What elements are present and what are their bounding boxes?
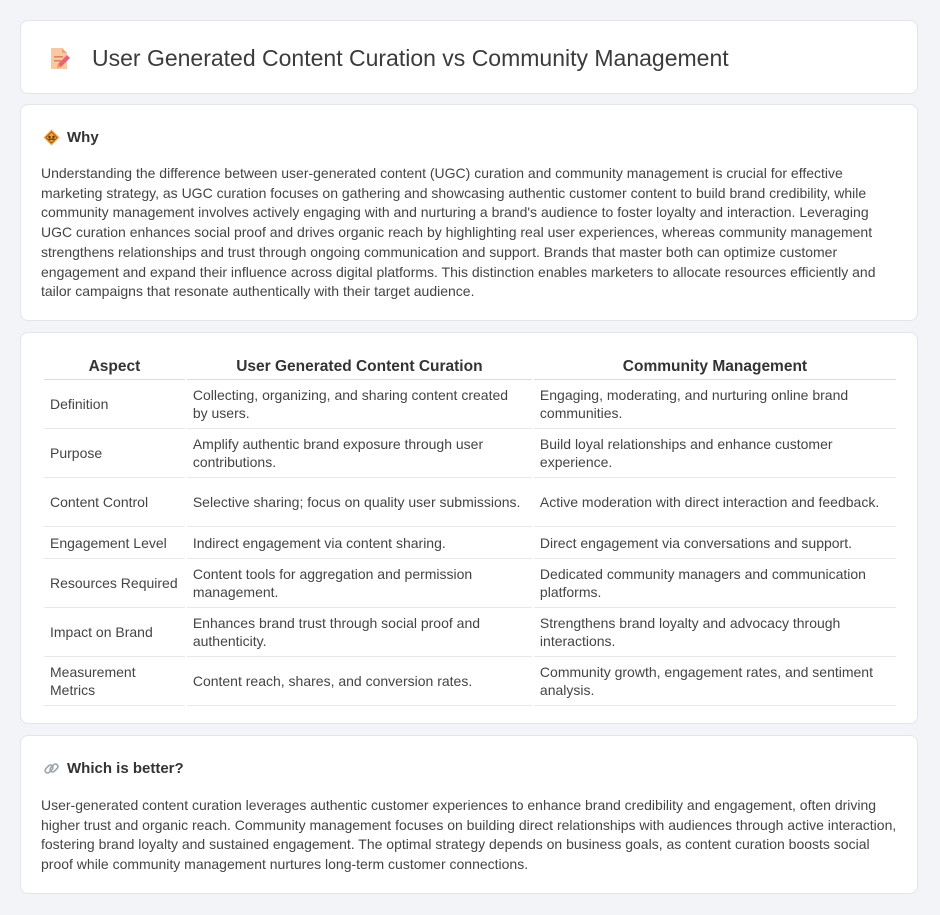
header-aspect: Aspect	[44, 353, 185, 380]
aspect-cell: Content Control	[44, 478, 185, 527]
better-text: User-generated content curation leverages authentic customer experiences to enhance brand credibility and engagement, often driving higher trust and organic reach. Community management focuses on building direct relationships with audiences through active interaction, fostering brand loyalty and sustained engagement. The optimal strategy depends on business goals, as content curation boosts social proof while community management nurtures long-term customer connections.	[41, 797, 897, 873]
community-cell: Active moderation with direct interaction and feedback.	[534, 478, 896, 527]
why-section	[20, 104, 918, 321]
table-row	[44, 478, 896, 527]
ugc-cell: Enhances brand trust through social proof and authenticity.	[187, 608, 532, 657]
better-title: Which is better?	[67, 759, 184, 777]
community-cell: Build loyal relationships and enhance customer experience.	[534, 429, 896, 478]
table-row	[44, 429, 896, 478]
aspect-cell: Impact on Brand	[44, 608, 185, 657]
better-heading	[43, 758, 184, 778]
ugc-cell: Selective sharing; focus on quality user submissions.	[187, 478, 532, 527]
comparison-section	[20, 332, 918, 724]
ugc-cell: Indirect engagement via content sharing.	[187, 527, 532, 559]
diamond-sign-icon	[43, 129, 60, 146]
community-cell: Dedicated community managers and communication platforms.	[534, 559, 896, 608]
community-cell: Direct engagement via conversations and support.	[534, 527, 896, 559]
community-cell: Strengthens brand loyalty and advocacy through interactions.	[534, 608, 896, 657]
table-row	[44, 657, 896, 706]
ugc-cell: Content tools for aggregation and permission management.	[187, 559, 532, 608]
ugc-cell: Content reach, shares, and conversion rates.	[187, 657, 532, 706]
aspect-cell: Definition	[44, 380, 185, 429]
table-row	[44, 527, 896, 559]
table-row	[44, 559, 896, 608]
aspect-cell: Resources Required	[44, 559, 185, 608]
why-heading	[43, 127, 99, 147]
link-icon	[43, 760, 60, 777]
title-card	[20, 20, 918, 94]
table-row	[44, 608, 896, 657]
ugc-cell: Amplify authentic brand exposure through user contributions.	[187, 429, 532, 478]
header-community-management: Community Management	[534, 353, 896, 380]
which-is-better-section	[20, 735, 918, 894]
comparison-table	[42, 353, 898, 706]
ugc-cell: Collecting, organizing, and sharing content created by users.	[187, 380, 532, 429]
page-title: User Generated Content Curation vs Community Management	[92, 45, 729, 71]
community-cell: Community growth, engagement rates, and sentiment analysis.	[534, 657, 896, 706]
table-header-row	[44, 353, 896, 380]
aspect-cell: Engagement Level	[44, 527, 185, 559]
header-ugc-curation: User Generated Content Curation	[187, 353, 532, 380]
document-pencil-icon	[48, 47, 70, 71]
community-cell: Engaging, moderating, and nurturing online brand communities.	[534, 380, 896, 429]
table-row	[44, 380, 896, 429]
aspect-cell: Measurement Metrics	[44, 657, 185, 706]
why-title: Why	[67, 128, 99, 146]
why-text: Understanding the difference between user-generated content (UGC) curation and community management is crucial for effective marketing strategy, as UGC curation focuses on gathering and showcasing authentic customer content to build brand credibility, while community management involves actively engaging with and nurturing a brand's audience to foster loyalty and interaction. Leveraging UGC curation enhances social proof and drives organic reach by highlighting real user experiences, whereas community management strengthens relationships and trust through ongoing communication and support. Brands that master both can optimize customer engagement and expand their influence across digital platforms. This distinction enables marketers to allocate resources efficiently and tailor campaigns that resonate authentically with their target audience.	[41, 165, 876, 300]
aspect-cell: Purpose	[44, 429, 185, 478]
